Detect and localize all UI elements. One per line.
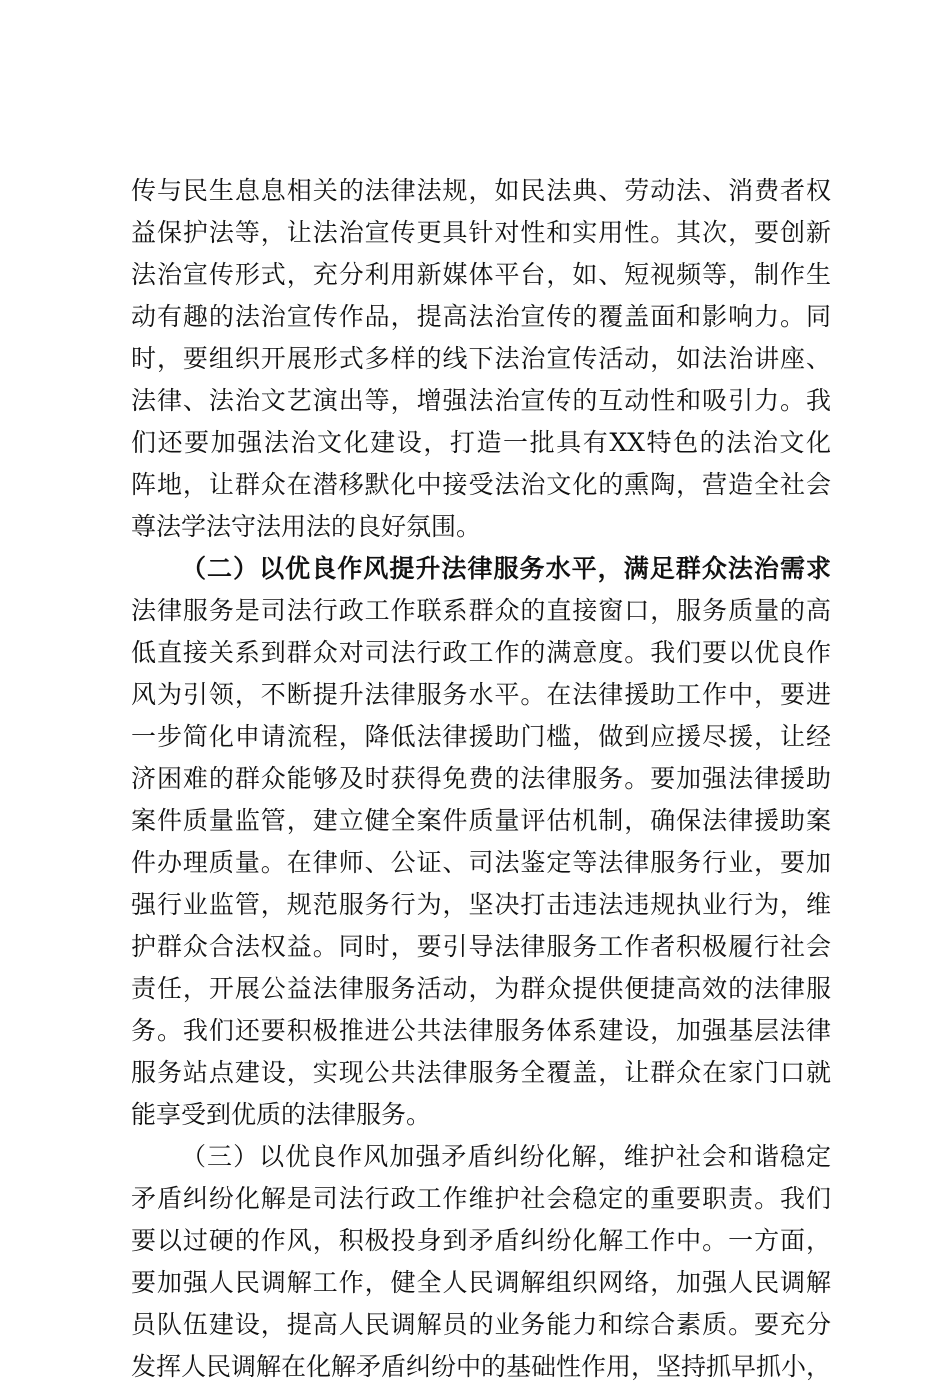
paragraph-line: 益保护法等，让法治宣传更具针对性和实用性。其次，要创新 — [131, 218, 831, 247]
paragraph-line: 一步简化申请流程，降低法律援助门槛，做到应援尽援，让经 — [131, 722, 831, 751]
paragraph-line: 动有趣的法治宣传作品，提高法治宣传的覆盖面和影响力。同 — [131, 302, 831, 331]
paragraph-line: 济困难的群众能够及时获得免费的法律服务。要加强法律援助 — [131, 764, 831, 793]
paragraph-line: 要以过硬的作风，积极投身到矛盾纠纷化解工作中。一方面， — [131, 1226, 831, 1255]
paragraph-line: 法律、法治文艺演出等，增强法治宣传的互动性和吸引力。我 — [131, 386, 831, 415]
paragraph-line: 服务站点建设，实现公共法律服务全覆盖，让群众在家门口就 — [131, 1058, 831, 1087]
paragraph-line: 务。我们还要积极推进公共法律服务体系建设，加强基层法律 — [131, 1016, 831, 1045]
paragraph-line: 能享受到优质的法律服务。 — [131, 1100, 432, 1129]
paragraph-line: 强行业监管，规范服务行为，坚决打击违法违规执业行为，维 — [131, 890, 831, 919]
paragraph-line: 们还要加强法治文化建设，打造一批具有XX特色的法治文化 — [131, 428, 831, 457]
paragraph-line: 时，要组织开展形式多样的线下法治宣传活动，如法治讲座、 — [131, 344, 831, 373]
paragraph-line: 护群众合法权益。同时，要引导法律服务工作者积极履行社会 — [131, 932, 831, 961]
paragraph-line: 法治宣传形式，充分利用新媒体平台，如、短视频等，制作生 — [131, 260, 831, 289]
paragraph-line: 尊法学法守法用法的良好氛围。 — [131, 512, 482, 541]
paragraph-line: 发挥人民调解在化解矛盾纠纷中的基础性作用，坚持抓早抓小， — [131, 1352, 831, 1381]
section-heading: （三）以优良作风加强矛盾纠纷化解，维护社会和谐稳定 — [181, 1142, 831, 1171]
paragraph-line: 法律服务是司法行政工作联系群众的直接窗口，服务质量的高 — [131, 596, 831, 625]
paragraph-line: 案件质量监管，建立健全案件质量评估机制，确保法律援助案 — [131, 806, 831, 835]
paragraph-line: 要加强人民调解工作，健全人民调解组织网络，加强人民调解 — [131, 1268, 831, 1297]
paragraph-line: 员队伍建设，提高人民调解员的业务能力和综合素质。要充分 — [131, 1310, 831, 1339]
document-body — [131, 170, 831, 1388]
paragraph-line: 低直接关系到群众对司法行政工作的满意度。我们要以优良作 — [131, 638, 831, 667]
paragraph-line: 责任，开展公益法律服务活动，为群众提供便捷高效的法律服 — [131, 974, 831, 1003]
paragraph-line: 风为引领，不断提升法律服务水平。在法律援助工作中，要进 — [131, 680, 831, 709]
paragraph-line: 阵地，让群众在潜移默化中接受法治文化的熏陶，营造全社会 — [131, 470, 831, 499]
paragraph-line: 矛盾纠纷化解是司法行政工作维护社会稳定的重要职责。我们 — [131, 1184, 831, 1213]
paragraph-line: 件办理质量。在律师、公证、司法鉴定等法律服务行业，要加 — [131, 848, 831, 877]
paragraph-line: 传与民生息息相关的法律法规，如民法典、劳动法、消费者权 — [131, 176, 831, 205]
section-heading: （二）以优良作风提升法律服务水平，满足群众法治需求 — [181, 554, 831, 583]
